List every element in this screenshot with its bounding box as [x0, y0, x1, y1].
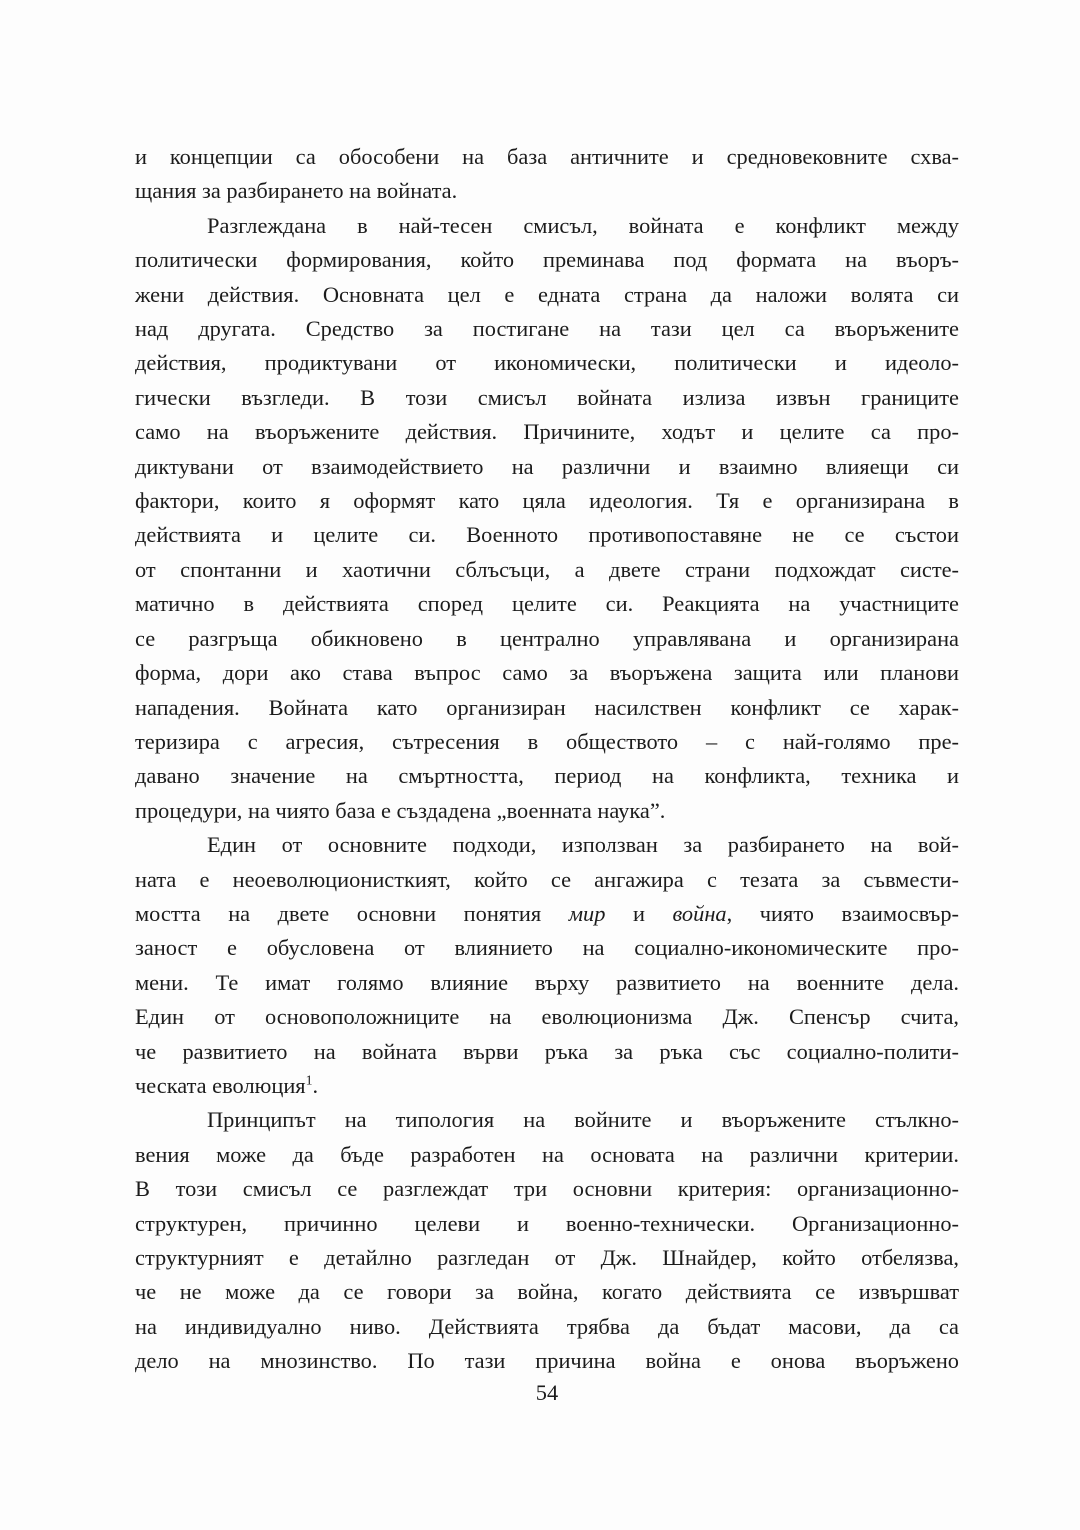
- text-line: [135, 553, 959, 587]
- text-run: действия, продиктувани от икономически, политически и идеоло-: [135, 350, 959, 376]
- text-run: теризира с агресия, сътресения в обществото – с най-голямо пре-: [135, 728, 959, 754]
- text-run: заност е обусловена от влиянието на социално-икономическите про-: [135, 935, 959, 961]
- text-line: [135, 1275, 959, 1309]
- text-line: [135, 1069, 959, 1103]
- text-run: гически възгледи. В този смисъл войната излиза извън границите: [135, 384, 959, 410]
- text-run: политически формирования, който преминава под формата на въоръ-: [135, 247, 959, 273]
- text-run: фактори, които я оформят като цяла идеология. Тя е организирана в: [135, 488, 959, 514]
- text-line: [135, 725, 959, 759]
- text-line: [135, 966, 959, 1000]
- text-line: [135, 587, 959, 621]
- paragraph: [135, 140, 959, 209]
- text-run: структурният е детайлно разгледан от Дж. Шнайдер, който отбелязва,: [135, 1245, 959, 1270]
- text-run: и: [605, 900, 673, 926]
- text-line: [135, 243, 959, 277]
- text-line: [135, 794, 959, 828]
- text-line: [135, 656, 959, 690]
- paragraph: [135, 828, 959, 1103]
- text-line: [135, 312, 959, 346]
- text-line: [135, 1103, 959, 1137]
- text-run: над другата. Средство за постигане на тази цел са въоръжените: [135, 316, 959, 342]
- text-run: вения може да бъде разработен на основата на различни критерии.: [135, 1141, 959, 1167]
- text-line: [135, 174, 959, 208]
- text-line: [135, 828, 959, 862]
- text-line: [135, 209, 959, 243]
- text-run: от спонтанни и хаотични сблъсъци, а двете страни подхождат систе-: [135, 556, 959, 582]
- text-line: [135, 346, 959, 380]
- text-run: ческата еволюция: [135, 1072, 306, 1098]
- text-run: на индивидуално ниво. Действията трябва да бъдат масови, да са: [135, 1313, 959, 1339]
- text-line: [135, 1344, 959, 1378]
- text-line: [135, 931, 959, 965]
- text-run: жени действия. Основната цел е едната страна да наложи волята си: [135, 281, 959, 307]
- text-line: [135, 1241, 959, 1275]
- text-line: [135, 518, 959, 552]
- emphasized-term: война: [672, 900, 727, 926]
- text-line: [135, 140, 959, 174]
- text-run: форма, дори ако става въпрос само за въоръжена защита или планови: [135, 660, 959, 686]
- text-run: действията и целите си. Военното противопоставяне не се състои: [135, 522, 959, 548]
- text-line: [135, 381, 959, 415]
- text-line: [135, 484, 959, 518]
- text-run: Един от основните подходи, използван за разбирането на вой-: [207, 832, 959, 858]
- text-line: [135, 278, 959, 312]
- page-number: 54: [535, 1380, 559, 1405]
- text-run: само на въоръжените действия. Причините, ходът и целите са про-: [135, 419, 959, 445]
- text-run: нападения. Войната като организиран насилствен конфликт се харак-: [135, 694, 959, 720]
- text-run: дело на мнозинство. По тази причина война е онова въоръжено: [135, 1348, 959, 1374]
- text-run: че не може да се говори за война, когато действията се извършват: [135, 1279, 959, 1305]
- text-run: структурен, причинно целеви и военно-технически. Организационно-: [135, 1210, 959, 1236]
- text-line: [135, 1035, 959, 1069]
- text-line: [135, 1207, 959, 1241]
- text-run: Принципът на типология на войните и въоръжените стълкно-: [207, 1107, 959, 1133]
- text-line: [135, 759, 959, 793]
- text-line: [135, 897, 959, 931]
- text-run: щания за разбирането на войната.: [135, 178, 458, 204]
- text-run: ната е неоеволюционисткият, който се ангажира с тезата за съвмести-: [135, 866, 959, 892]
- text-run: мостта на двете основни понятия: [135, 900, 569, 926]
- footnote-reference: 1: [305, 1073, 313, 1089]
- paragraph: [135, 209, 959, 828]
- text-run: Един от основоположниците на еволюционизма Дж. Спенсър счита,: [135, 1004, 959, 1030]
- text-line: [135, 1138, 959, 1172]
- text-run: матично в действията според целите си. Реакцията на участниците: [135, 591, 959, 617]
- emphasized-term: мир: [568, 900, 606, 926]
- text-run: процедури, на чиято база е създадена „военната наука”.: [135, 797, 666, 823]
- text-run: .: [312, 1072, 319, 1098]
- text-run: В този смисъл се разглеждат три основни критерия: организационно-: [135, 1176, 959, 1202]
- text-line: [135, 1000, 959, 1034]
- text-run: диктувани от взаимодействието на различни и взаимно влияещи си: [135, 453, 959, 479]
- text-line: [135, 415, 959, 449]
- text-line: [135, 1310, 959, 1344]
- text-line: [135, 863, 959, 897]
- text-run: че развитието на войната върви ръка за ръка със социално-полити-: [135, 1038, 959, 1064]
- text-line: [135, 691, 959, 725]
- page-text: [135, 140, 959, 1379]
- text-run: мени. Те имат голямо влияние върху развитието на военните дела.: [135, 969, 959, 995]
- paragraph: [135, 1103, 959, 1378]
- text-line: [135, 1172, 959, 1206]
- text-line: [135, 622, 959, 656]
- text-line: [135, 450, 959, 484]
- text-run: се разгръща обикновено в централно управлявана и организирана: [135, 625, 959, 651]
- text-run: давано значение на смъртността, период на конфликта, техника и: [135, 763, 959, 789]
- text-run: и концепции са обособени на база античните и средновековните схва-: [135, 144, 959, 169]
- text-run: Разглеждана в най-тесен смисъл, войната е конфликт между: [207, 212, 959, 238]
- text-run: , чиято взаимосвър-: [726, 900, 959, 926]
